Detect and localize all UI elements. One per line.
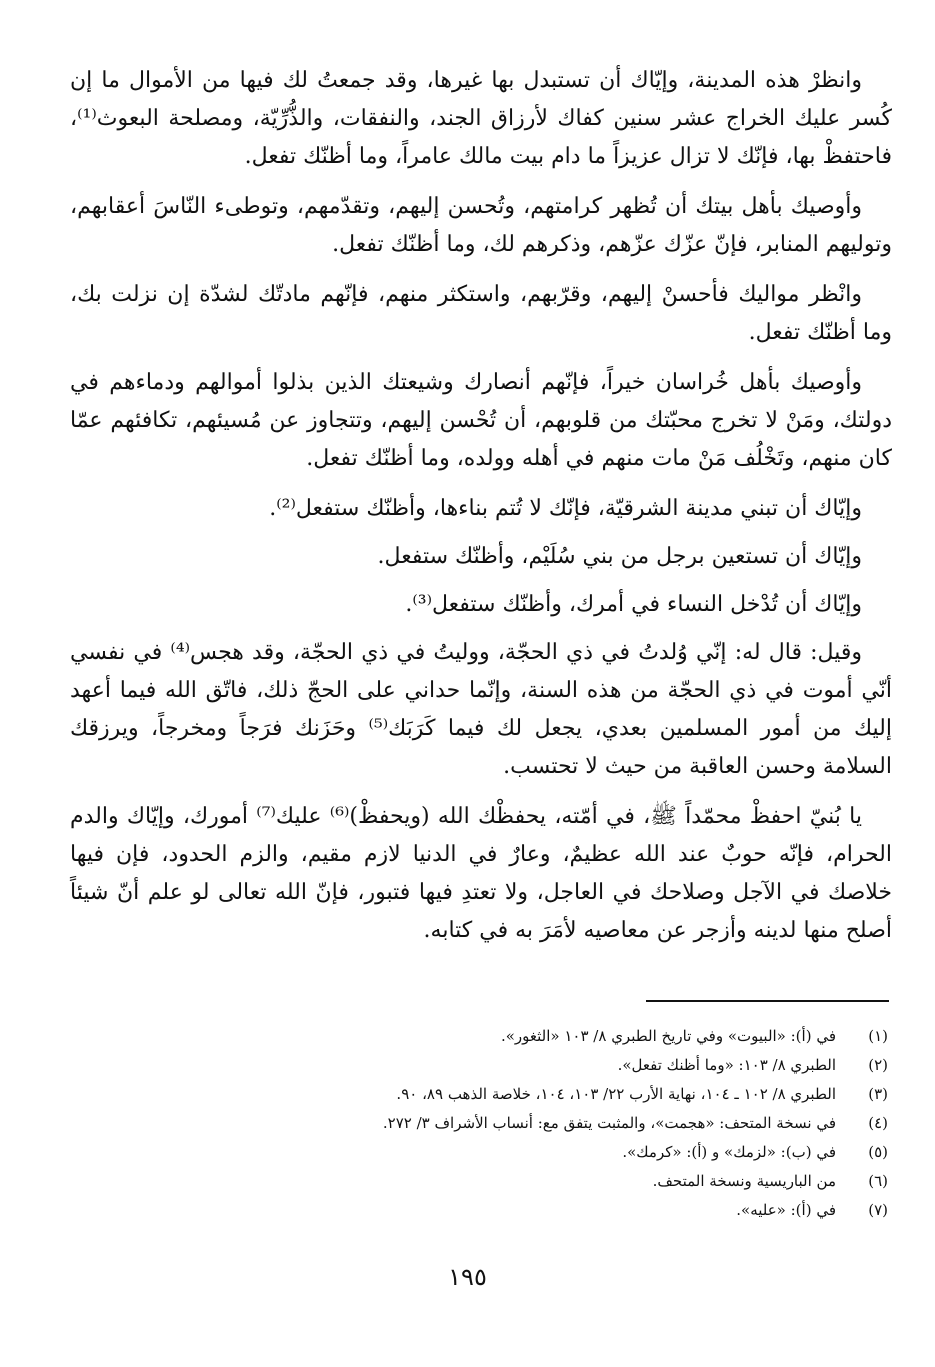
footnotes-list	[70, 1022, 888, 1225]
footnote-text: في (ب): «لزمك» و (أ): «كرمك».	[622, 1143, 836, 1161]
footnote-text: في (أ): «البيوت» وفي تاريخ الطبري ٨/ ١٠٣ «الثغور».	[500, 1027, 836, 1045]
footnote-number: (١)	[868, 1027, 888, 1045]
footnote-text: الطبري ٨/ ١٠٣: «وما أظنك تفعل».	[617, 1056, 836, 1074]
paragraph-5: وإيّاك أن تبني مدينة الشرقيّة، فإنّك لا تُتم بناءها، وأظنّك ستفعل⁽²⁾.	[269, 496, 862, 521]
footnote-text: في نسخة المتحف: «هجمت»، والمثبت يتفق مع: أنساب الأشراف ٣/ ٢٧٢.	[382, 1114, 836, 1132]
footnote-item	[70, 1196, 888, 1225]
paragraph-6: وإيّاك أن تستعين برجل من بني سُلَيْم، وأظنّك ستفعل.	[377, 544, 862, 569]
paragraph-3: وانْظر مواليك فأحسنْ إليهم، وقرّبهم، واستكثر منهم، فإنّهم مادتّك لشدّة إن نزلت بك، وما أظنّك تفعل.	[70, 282, 892, 345]
main-text	[70, 62, 892, 962]
footnote-item	[70, 1080, 888, 1109]
paragraph-1: وانظرْ هذه المدينة، وإيّاك أن تستبدل بها غيرها، وقد جمعتُ لك فيها من الأموال ما إن كُسر عليك الخراج عشر سنين كفاك لأرزاق الجند، والنفقات، والذُّرِّيّة، ومصلحة البعوث⁽¹⁾، فاحتفظْ بها، فإنّك لا تزال عزيزاً ما دام بيت مالك عامراً، وما أظنّك تفعل.	[70, 68, 892, 169]
footnote-number: (٦)	[868, 1172, 888, 1190]
paragraph-4: وأوصيك بأهل خُراسان خيراً، فإنّهم أنصارك وشيعتك الذين بذلوا أموالهم ودماءهم في دولتك، ومَنْ لا تخرج محبّتك من قلوبهم، أن تُحْسن إليهم، وتتجاوز عن مُسيئهم، تكافئهم عمّا كان منهم، وتَخْلُف مَنْ مات منهم في أهله وولده، وما أظنّك تفعل.	[70, 370, 892, 471]
footnote-item	[70, 1022, 888, 1051]
footnote-number: (٣)	[868, 1085, 888, 1103]
page-number: ١٩٥	[448, 1263, 487, 1291]
footnote-text: من الباريسية ونسخة المتحف.	[652, 1172, 836, 1190]
footnote-number: (٤)	[868, 1114, 888, 1132]
footnote-item	[70, 1138, 888, 1167]
paragraph-7: وإيّاك أن تُدْخل النساء في أمرك، وأظنّك ستفعل⁽³⁾.	[405, 592, 862, 617]
footnote-item	[70, 1109, 888, 1138]
paragraph-8: وقيل: قال له: إنّي وُلدتُ في ذي الحجّة، ووليتُ في ذي الحجّة، وقد هجس⁽⁴⁾ في نفسي أنّي أموت في ذي الحجّة من هذه السنة، وإنّما حداني على الحجّ ذلك، فاتّق الله فيما أعهد إليك من أمور المسلمين بعدي، يجعل لك فيما كَرَبَك⁽⁵⁾ وحَزَنك فرَجاً ومخرجاً، ويرزقك السلامة وحسن العاقبة من حيث لا تحتسب.	[70, 640, 892, 779]
paragraph-9: يا بُنيّ احفظْ محمّداً ﷺ، في أمّته، يحفظْك الله (ويحفظْ)⁽⁶⁾ عليك⁽⁷⁾ أمورك، وإيّاك والدم الحرام، فإنّه حوبٌ عند الله عظيمٌ، وعارٌ في الدنيا لازم مقيم، والزم الحدود، فإن فيها خلاصك في الآجل وصلاحك في العاجل، ولا تعتدِ فيها فتبور، فإنّ الله تعالى لو علم أنّ شيئاً أصلح منها لدينه وأزجر عن معاصيه لأمَرَ به في كتابه.	[70, 804, 892, 943]
footnote-number: (٧)	[868, 1201, 888, 1219]
footnote-item	[70, 1051, 888, 1080]
footnote-item	[70, 1167, 888, 1196]
footnote-number: (٢)	[868, 1056, 888, 1074]
footnote-number: (٥)	[868, 1143, 888, 1161]
footnote-text: في (أ): «عليه».	[736, 1201, 836, 1219]
footnote-text: الطبري ٨/ ١٠٢ ـ ١٠٤، نهاية الأرب ٢٢/ ١٠٣، ١٠٤، خلاصة الذهب ٨٩، ٩٠.	[396, 1085, 836, 1103]
footnote-divider	[646, 1000, 889, 1002]
paragraph-2: وأوصيك بأهل بيتك أن تُظهر كرامتهم، وتُحسن إليهم، وتقدّمهم، وتوطىء النّاسَ أعقابهم، وتوليهم المنابر، فإنّ عزّك عزّهم، وذكرهم لك، وما أظنّك تفعل.	[70, 194, 892, 257]
